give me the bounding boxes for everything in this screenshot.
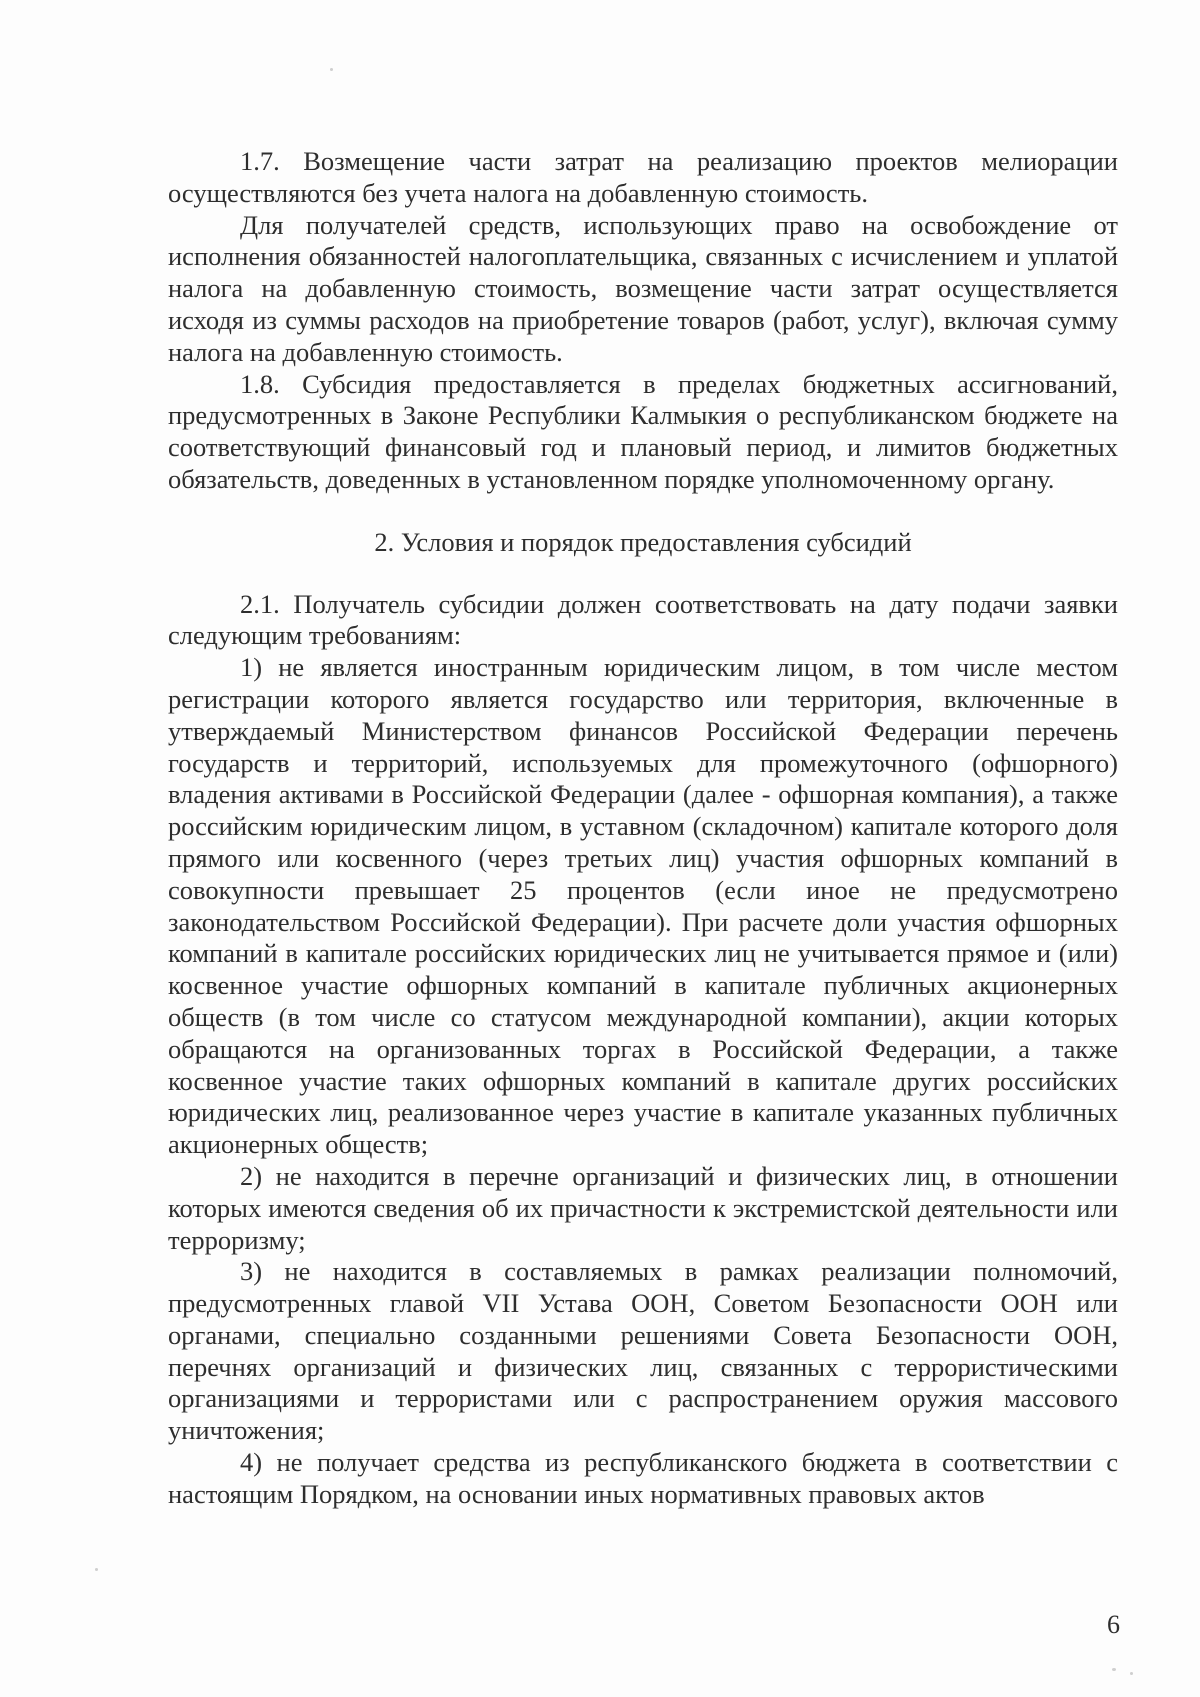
scan-speck xyxy=(1130,1672,1133,1675)
scan-speck xyxy=(1112,1668,1116,1671)
paragraph-1-7: 1.7. Возмещение части затрат на реализацию проектов мелиорации осуществляются без учета налога на добавленную стоимость. xyxy=(168,146,1118,208)
paragraph-vat-exemption: Для получателей средств, использующих право на освобождение от исполнения обязанностей налогоплательщика, связанных с исчислением и уплатой налога на добавленную стоимость, возмещение части затрат осуществляется исходя из суммы расходов на приобретение товаров (работ, услуг), включая сумму налога на добавленную стоимость. xyxy=(168,209,1118,367)
requirement-item-4: 4) не получает средства из республиканского бюджета в соответствии с настоящим Порядком, на основании иных нормативных правовых актов xyxy=(168,1447,1118,1509)
requirement-item-3: 3) не находится в составляемых в рамках реализации полномочий, предусмотренных главой VII Устава ООН, Советом Безопасности ООН или органами, специально созданными решениями Совета Безопасности ООН, перечнях организаций и физических лиц, связанных с террористическими организациями и террористами или с распространением оружия массового уничтожения; xyxy=(168,1256,1118,1446)
scan-speck xyxy=(330,68,333,71)
requirement-item-1: 1) не является иностранным юридическим лицом, в том числе местом регистрации которого является государство или территория, включенные в утверждаемый Министерством финансов Российской Федерации перечень государств и территорий, используемых для промежуточного (офшорного) владения активами в Российской Федерации (далее - офшорная компания), а также российским юридическим лицом, в уставном (складочном) капитале которого доля прямого или косвенного (через третьих лиц) участия офшорных компаний в совокупности превышает 25 процентов (если иное не предусмотрено законодательством Российской Федерации). При расчете доли участия офшорных компаний в капитале российских юридических лиц не учитывается прямое и (или) косвенное участие офшорных компаний в капитале публичных акционерных обществ (в том числе со статусом международной компании), акции которых обращаются на организованных торгах в Российской Федерации, а также косвенное участие таких офшорных компаний в капитале других российских юридических лиц, реализованное через участие в капитале указанных публичных акционерных обществ; xyxy=(168,652,1118,1160)
paragraph-2-1: 2.1. Получатель субсидии должен соответствовать на дату подачи заявки следующим требованиям: xyxy=(168,588,1118,651)
section-heading: 2. Условия и порядок предоставления субсидий xyxy=(374,526,912,557)
requirement-item-2: 2) не находится в перечне организаций и физических лиц, в отношении которых имеются сведения об их причастности к экстремистской деятельности или терроризму; xyxy=(168,1160,1118,1255)
scan-speck xyxy=(95,1568,98,1571)
page-number: 6 xyxy=(1107,1610,1120,1639)
document-body xyxy=(168,146,1118,1511)
paragraph-1-8: 1.8. Субсидия предоставляется в пределах бюджетных ассигнований, предусмотренных в Законе Республики Калмыкия о республиканском бюджете на соответствующий финансовый год и плановый период, и лимитов бюджетных обязательств, доведенных в установленном порядке уполномоченному органу. xyxy=(168,368,1118,494)
